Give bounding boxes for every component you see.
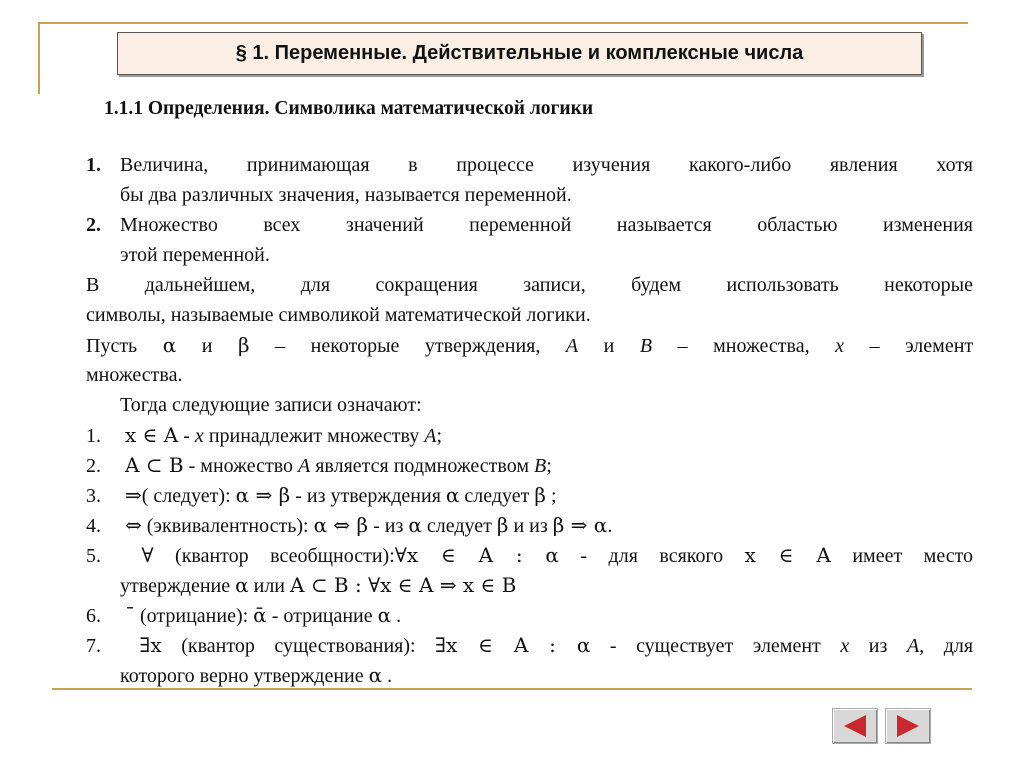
- item-3-end: ;: [550, 485, 557, 507]
- item-1-set-a: A: [424, 425, 437, 447]
- item-4-label: (эквивалентность):: [146, 515, 309, 537]
- item-7-label: (квантор существования):: [181, 635, 416, 657]
- and-word-2: и: [603, 335, 615, 357]
- item-2-text: - множество: [188, 455, 293, 477]
- item-4-number: 4.: [86, 515, 101, 537]
- item-7-alpha: α: [368, 663, 383, 687]
- notation-item-7-line-2: [86, 660, 973, 690]
- let-element-text: – элемент: [869, 335, 974, 357]
- item-1-expression: x ∈ A: [125, 423, 179, 447]
- notation-item-5-line-2: [86, 570, 973, 600]
- then-text: Тогда следующие записи означают:: [120, 394, 422, 416]
- notation-item-6: [86, 600, 973, 630]
- item-3-alpha: α: [445, 483, 460, 507]
- item-5-alpha: α: [235, 573, 249, 597]
- item-5-expression: ∀x ∈ A : α: [394, 543, 559, 567]
- item-5-text-3: утверждение: [120, 575, 231, 597]
- item-7-text: - существует элемент: [609, 635, 821, 657]
- previous-slide-button[interactable]: [832, 708, 878, 744]
- item-7-end: .: [387, 665, 393, 687]
- item-5-label: (квантор всеобщности):: [175, 545, 395, 567]
- item-2-text-2: является подмножеством: [315, 455, 530, 477]
- item-5-text: - для всякого: [580, 545, 724, 567]
- intro-line-1: [86, 270, 973, 300]
- item-6-number: 6.: [86, 605, 101, 627]
- item-4-text-2: следует: [426, 515, 492, 537]
- item-2-set-a: A: [298, 455, 311, 477]
- slide-title: [117, 32, 922, 75]
- item-5-text-2: имеет место: [852, 545, 974, 567]
- slide-title-text: § 1. Переменные. Действительные и комплексные числа: [235, 42, 804, 64]
- intro-text-b: символы, называемые символикой математической логики.: [86, 304, 591, 326]
- notation-item-4: [86, 510, 973, 540]
- notation-item-3: [86, 480, 973, 510]
- and-word-1: и: [201, 335, 213, 357]
- item-1-x: x: [194, 425, 204, 447]
- item-5-number: 5.: [86, 545, 101, 567]
- element-x-symbol: x: [835, 335, 845, 357]
- item-3-expression: α ⇒ β: [235, 483, 291, 507]
- item-7-text-3: , для: [919, 635, 974, 657]
- item-2-number: 2.: [86, 455, 101, 477]
- item-4-beta: β: [496, 513, 509, 537]
- item-2-end: ;: [546, 455, 552, 477]
- item-1-text: принадлежит множеству: [208, 425, 420, 447]
- set-b-symbol: B: [639, 335, 653, 357]
- intro-line-2: [86, 300, 973, 330]
- item-7-text-4: которого верно утверждение: [120, 665, 364, 687]
- item-1-end: ;: [436, 425, 443, 447]
- definition-1-number: 1.: [86, 154, 101, 176]
- item-6-text: - отрицание: [271, 605, 373, 627]
- item-1-number: 1.: [86, 425, 101, 447]
- definition-2-line-2: [86, 240, 973, 270]
- definition-2-text-b: этой переменной.: [120, 244, 270, 266]
- section-subtitle: 1.1.1 Определения. Символика математической логики: [104, 98, 594, 119]
- let-statements-text: – некоторые утверждения,: [275, 335, 541, 357]
- item-7-set-a: A: [906, 635, 920, 657]
- then-line: [86, 390, 973, 420]
- item-3-number: 3.: [86, 485, 101, 507]
- item-7-text-2: из: [868, 635, 888, 657]
- frame-bottom-rule: [52, 688, 972, 690]
- implies-symbol: ⇒: [125, 483, 142, 507]
- item-4-end: .: [607, 515, 613, 537]
- frame-left-rule: [38, 22, 40, 94]
- item-2-set-b: B: [534, 455, 547, 477]
- beta-symbol: β: [238, 333, 250, 357]
- item-7-x: x: [840, 635, 850, 657]
- item-3-text-2: следует: [464, 485, 530, 507]
- alpha-symbol: α: [162, 333, 177, 357]
- notation-item-1: [86, 420, 973, 450]
- item-6-label: (отрицание):: [140, 605, 249, 627]
- item-7-number: 7.: [86, 635, 101, 657]
- let-line-2: [86, 360, 973, 390]
- exists-symbol: ∃x: [139, 633, 162, 657]
- definition-1-line-2: [86, 180, 973, 210]
- definition-2-text-a: Множество всех значений переменной называется областью изменения: [120, 214, 973, 236]
- item-6-expression: ᾱ: [253, 603, 267, 627]
- definition-1-line-1: [86, 150, 973, 180]
- let-sets-text: – множества,: [677, 335, 810, 357]
- item-3-text: - из утверждения: [295, 485, 441, 507]
- equivalence-symbol: ⇔: [125, 513, 142, 537]
- item-5-expression-3: A ⊂ B : ∀x ∈ A ⇒ x ∈ B: [290, 573, 517, 597]
- slide-body: [86, 150, 973, 690]
- definition-2-line-1: [86, 210, 973, 240]
- frame-top-rule: [38, 22, 968, 24]
- item-4-text: - из: [373, 515, 404, 537]
- set-a-symbol: A: [565, 335, 579, 357]
- definition-1-text-a: Величина, принимающая в процессе изучения какого-либо явления хотя: [120, 154, 973, 176]
- item-4-expression-2: β ⇒ α: [552, 513, 608, 537]
- notation-item-7-line-1: [86, 630, 973, 660]
- item-3-label: ( следует):: [141, 485, 231, 507]
- let-text: Пусть: [86, 335, 138, 357]
- next-slide-button[interactable]: [885, 708, 931, 744]
- intro-text-a: В дальнейшем, для сокращения записи, будем использовать некоторые: [86, 274, 973, 296]
- notation-item-5-line-1: [86, 540, 973, 570]
- item-4-alpha: α: [408, 513, 422, 537]
- definition-1-text-b: бы два различных значения, называется переменной.: [120, 184, 572, 206]
- item-5-expression-2: x ∈ A: [744, 543, 831, 567]
- forall-symbol: ∀: [141, 543, 154, 567]
- item-6-alpha: α: [377, 603, 392, 627]
- item-6-end: .: [396, 605, 402, 627]
- item-4-expression: α ⇔ β: [313, 513, 369, 537]
- item-7-expression: ∃x ∈ A : α: [435, 633, 591, 657]
- definition-2-number: 2.: [86, 214, 101, 236]
- negation-bar-symbol: ¯: [125, 603, 135, 627]
- item-1-dash: -: [183, 425, 190, 447]
- arrow-right-icon: [897, 715, 919, 737]
- item-3-beta: β: [534, 483, 546, 507]
- arrow-left-icon: [844, 715, 866, 737]
- item-2-expression: A ⊂ B: [125, 453, 184, 477]
- let-line-1: [86, 330, 973, 360]
- item-5-or: или: [253, 575, 286, 597]
- notation-item-2: [86, 450, 973, 480]
- let-text-b: множества.: [86, 364, 183, 386]
- item-4-text-3: и из: [513, 515, 548, 537]
